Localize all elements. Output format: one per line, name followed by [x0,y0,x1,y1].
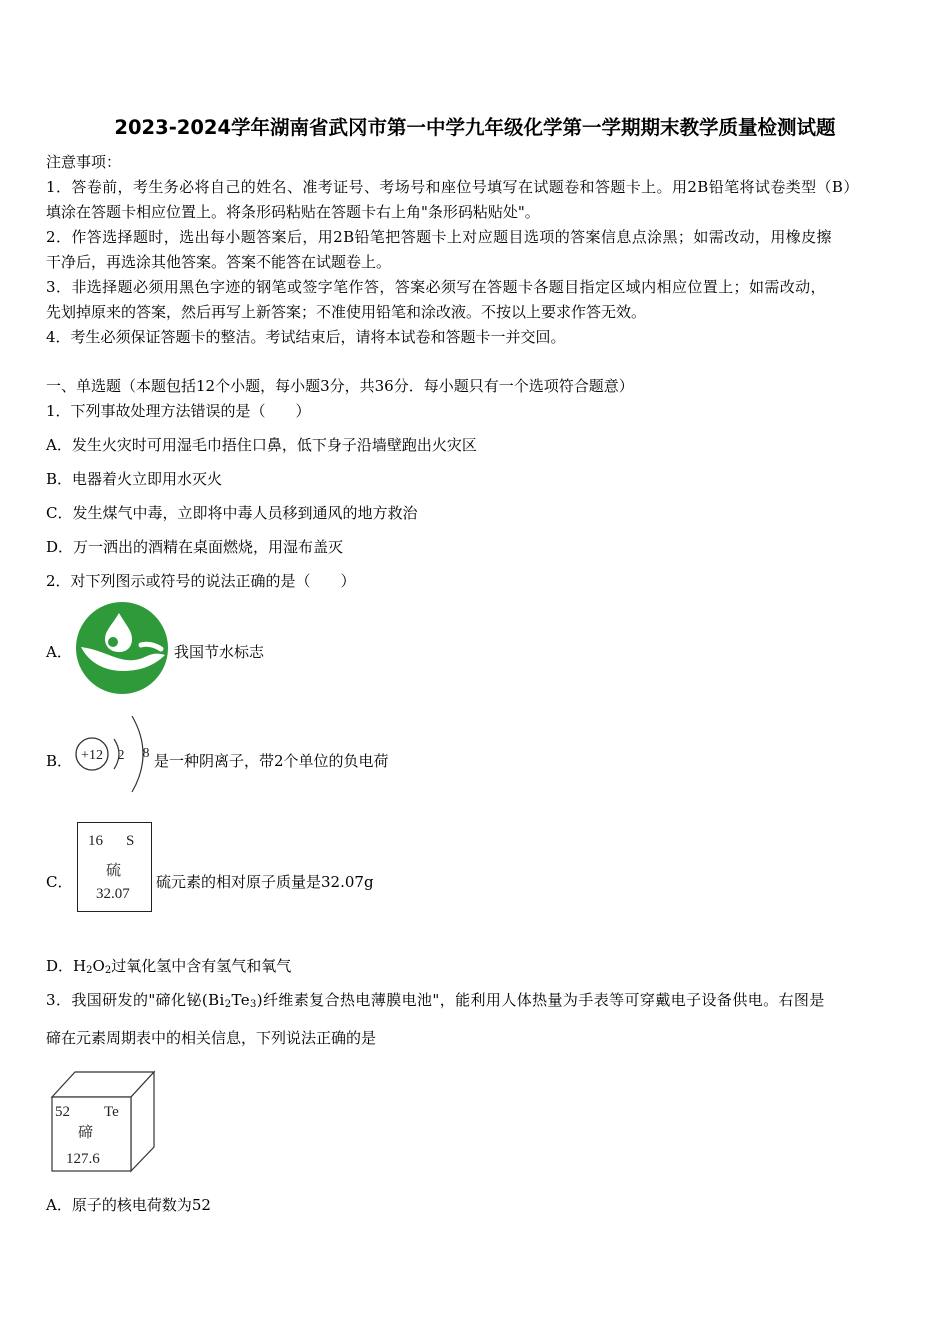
q2-stem: 2．对下列图示或符号的说法正确的是（ ） [46,572,356,590]
q3-stem-part-c: )纤维素复合热电薄膜电池"，能利用人体热量为手表等可穿戴电子设备供电。右图是 [256,991,825,1009]
ion-shell-1-label: 2 [117,748,125,763]
tellurium-atomic-number: 52 [55,1104,70,1120]
q1-option-c: C．发生煤气中毒，立即将中毒人员移到通风的地方救治 [46,504,418,522]
q1-option-d: D．万一洒出的酒精在桌面燃烧，用湿布盖灭 [46,538,344,556]
sulfur-name: 硫 [106,863,122,879]
q3-stem-sub-2: 3 [250,999,257,1010]
tellurium-symbol: Te [104,1104,119,1120]
q2-option-c-text: 硫元素的相对原子质量是32.07g [156,873,374,891]
q3-stem-part-a: 3．我国研发的"碲化铋(Bi [46,991,225,1009]
q2-option-c-label: C． [46,873,73,891]
q2-option-a-label: A． [46,643,72,661]
sulfur-atomic-number: 16 [88,833,103,849]
formula-o: O [92,957,105,975]
tellurium-name: 碲 [78,1123,94,1141]
q3-stem-part-b: Te [231,991,251,1009]
ion-nucleus-label: +12 [81,748,103,763]
q2-option-b-text: 是一种阴离子，带2个单位的负电荷 [154,752,389,770]
page-title: 2023-2024学年湖南省武冈市第一中学九年级化学第一学期期末教学质量检测试题 [114,116,836,139]
water-saving-logo-icon [75,601,169,695]
q3-option-a: A．原子的核电荷数为52 [46,1196,211,1214]
q1-option-a: A．发生火灾时可用湿毛巾捂住口鼻，低下身子沿墙壁跑出火灾区 [46,436,477,454]
tellurium-atomic-mass: 127.6 [66,1151,100,1167]
notice-line-4: 干净后，再选涂其他答案。答案不能答在试题卷上。 [46,253,392,271]
q2-option-d-text: 过氧化氢中含有氢气和氧气 [111,957,292,975]
sulfur-atomic-mass: 32.07 [96,886,130,902]
notice-line-7: 4．考生必须保证答题卡的整洁。考试结束后，请将本试卷和答题卡一并交回。 [46,328,566,346]
sulfur-element-card [77,822,152,912]
ion-shell-2-label: 8 [142,746,150,761]
notice-line-2: 填涂在答题卡相应位置上。将条形码粘贴在答题卡右上角"条形码粘贴处"。 [46,203,540,221]
formula-h: H [73,957,87,975]
q1-option-b: B．电器着火立即用水灭火 [46,470,223,488]
q2-option-d-label: D． [46,957,74,975]
notice-line-1: 1．答卷前，考生务必将自己的姓名、准考证号、考场号和座位号填写在试题卷和答题卡上。用2B铅笔将试卷类型（B） [46,178,859,196]
notice-line-6: 先划掉原来的答案，然后再写上新答案；不准使用铅笔和涂改液。不按以上要求作答无效。 [46,303,647,321]
notice-line-5: 3．非选择题必须用黑色字迹的钢笔或签字笔作答，答案必须写在答题卡各题目指定区域内相应位置上；如需改动， [46,278,826,296]
q3-stem-line-2: 碲在元素周期表中的相关信息，下列说法正确的是 [46,1029,377,1047]
tellurium-element-cube [49,1069,157,1173]
ion-structure-diagram [74,712,154,796]
formula-o-sub: 2 [104,965,112,976]
notice-line-3: 2．作答选择题时，选出每小题答案后，用2B铅笔把答题卡上对应题目选项的答案信息点涂黑；如需改动，用橡皮擦 [46,228,832,246]
q1-stem: 1．下列事故处理方法错误的是（ ） [46,402,311,420]
q3-stem-line-1 [46,990,825,1015]
section-heading: 一、单选题（本题包括12个小题，每小题3分，共36分．每小题只有一个选项符合题意） [46,377,634,395]
q2-option-d [46,956,291,981]
q2-option-a-text: 我国节水标志 [174,643,265,661]
formula-h-sub: 2 [86,965,93,976]
notice-heading: 注意事项： [46,153,122,171]
q3-stem-sub-1: 2 [224,999,232,1010]
q2-option-b-label: B． [46,752,73,770]
sulfur-symbol: S [126,833,135,849]
